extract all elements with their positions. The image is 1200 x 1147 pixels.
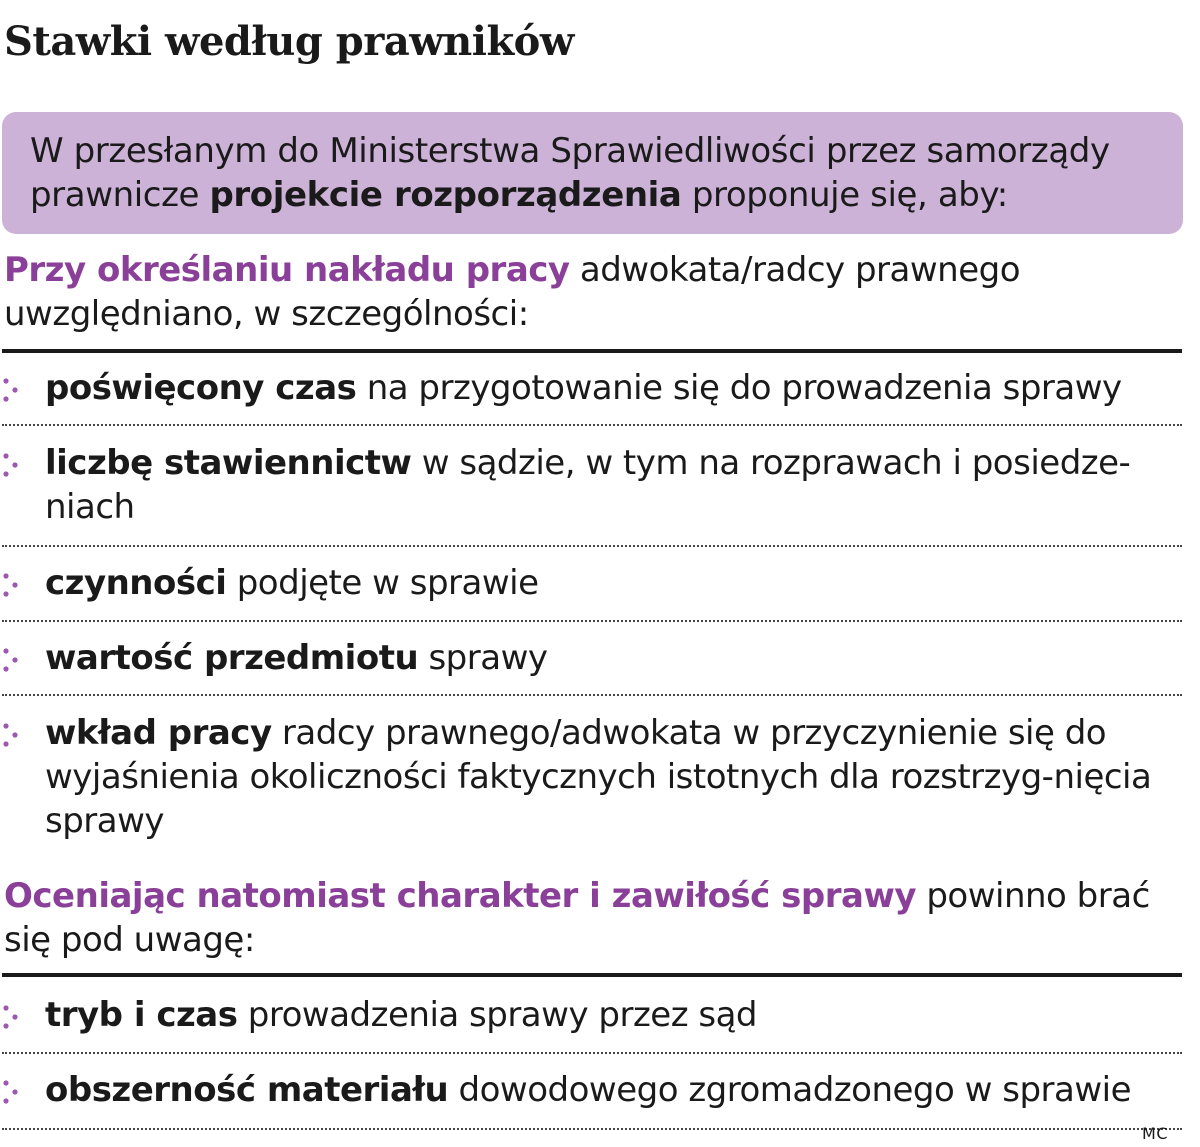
section-heading-rest: powinno brać się pod uwagę:	[4, 876, 1150, 960]
list-item-bold: czynności	[45, 563, 227, 603]
list-item-bold: poświęcony czas	[45, 368, 357, 408]
dotted-divider	[2, 694, 1182, 696]
bullet-dots-icon	[2, 1003, 20, 1033]
dotted-divider	[2, 1052, 1182, 1054]
dotted-divider	[2, 424, 1182, 426]
list-item-text	[45, 636, 1165, 680]
intro-box	[2, 112, 1183, 234]
list-item-bold: obszerność materiału	[45, 1070, 449, 1110]
list-item-rest: sprawy	[418, 638, 548, 678]
bullet-dots-icon	[2, 571, 20, 601]
page-title: Stawki według prawników	[4, 18, 574, 65]
list-item-bold: tryb i czas	[45, 995, 238, 1035]
list-item-rest: dowodowego zgromadzonego w sprawie	[448, 1070, 1132, 1110]
section-heading-accent: Oceniając natomiast charakter i zawiłość sprawy	[4, 876, 917, 916]
list-item-bold: liczbę stawiennictw	[45, 443, 412, 483]
intro-text-end: proponuje się, aby:	[681, 175, 1008, 215]
section-divider	[2, 349, 1182, 353]
list-item-text	[45, 993, 1165, 1037]
section-heading-rest: adwokata/radcy prawnego uwzględniano, w szczególności:	[4, 250, 1021, 334]
list-item-rest: w sądzie, w tym na rozprawach i posiedze-niach	[45, 443, 1131, 527]
list-item-rest: podjęte w sprawie	[226, 563, 539, 603]
list-item-bold: wartość przedmiotu	[45, 638, 419, 678]
credit-label: MC	[1142, 1124, 1168, 1143]
section-heading-complexity	[4, 874, 1184, 962]
section-divider	[2, 973, 1182, 977]
list-item-text	[45, 366, 1165, 410]
dotted-divider	[2, 620, 1182, 622]
dotted-divider	[2, 545, 1182, 547]
bullet-dots-icon	[2, 721, 20, 751]
bullet-dots-icon	[2, 451, 20, 481]
list-item-text	[45, 1068, 1165, 1112]
list-item-bold: wkład pracy	[45, 713, 272, 753]
section-heading-work	[4, 248, 1184, 336]
intro-text: W przesłanym do Ministerstwa Sprawiedliwości przez samorządy prawnicze	[30, 131, 1110, 215]
section-heading-accent: Przy określaniu nakładu pracy	[4, 250, 570, 290]
bullet-dots-icon	[2, 376, 20, 406]
dotted-divider	[2, 1128, 1182, 1130]
list-item-text	[45, 441, 1165, 529]
list-item-rest: na przygotowanie się do prowadzenia sprawy	[356, 368, 1122, 408]
list-item-text	[45, 711, 1165, 843]
bullet-dots-icon	[2, 646, 20, 676]
intro-highlight: projekcie rozporządzenia	[209, 175, 682, 215]
list-item-rest: radcy prawnego/adwokata w przyczynienie się do wyjaśnienia okoliczności faktycznych istotnych dla rozstrzyg-nięcia sprawy	[45, 713, 1152, 841]
list-item-text	[45, 561, 1165, 605]
bullet-dots-icon	[2, 1078, 20, 1108]
list-item-rest: prowadzenia sprawy przez sąd	[237, 995, 757, 1035]
